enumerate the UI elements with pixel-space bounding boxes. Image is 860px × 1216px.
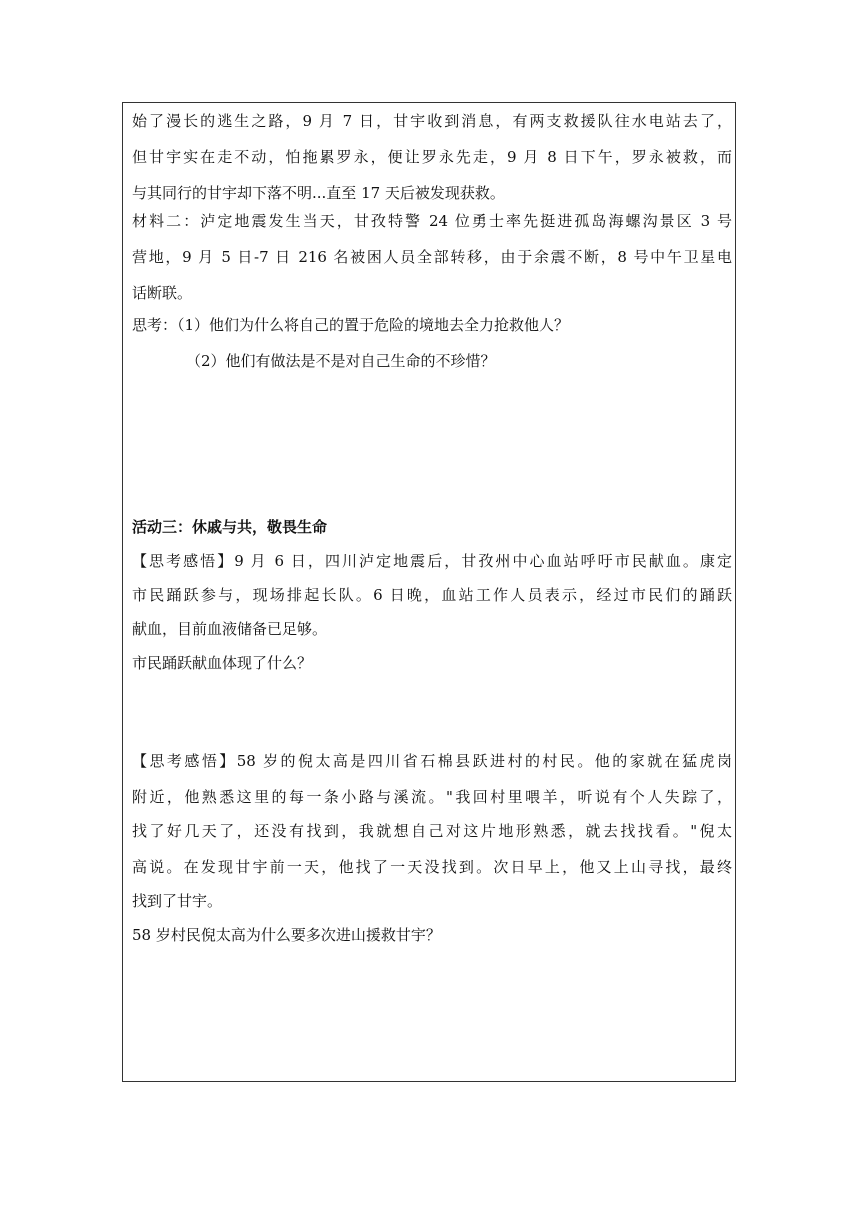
reflect2-line-5: 找到了甘宇。 xyxy=(132,892,223,910)
think-question-1: 思考：（1）他们为什么将自己的置于危险的境地去全力抢救他人？ xyxy=(132,316,570,334)
story-line-2: 但甘宇实在走不动，怕拖累罗永，便让罗永先走，9 月 8 日下午，罗永被救，而 xyxy=(132,148,732,166)
reflect2-line-3: 找了好几天了，还没有找到，我就想自己对这片地形熟悉，就去找找看。"倪太 xyxy=(132,822,732,840)
reflect1-line-3: 献血，目前血液储备已足够。 xyxy=(132,620,328,638)
reflect1-line-2: 市民踊跃参与，现场排起长队。6 日晚，血站工作人员表示，经过市民们的踊跃 xyxy=(132,586,732,604)
think-question-2: （2）他们有做法是不是对自己生命的不珍惜？ xyxy=(186,352,496,370)
reflect2-line-4: 高说。在发现甘宇前一天，他找了一天没找到。次日早上，他又上山寻找，最终 xyxy=(132,858,732,876)
activity3-title: 活动三：休戚与共，敬畏生命 xyxy=(132,518,328,536)
reflect2-question: 58 岁村民倪太高为什么要多次进山援救甘宇？ xyxy=(132,926,441,944)
reflect2-line-2: 附近，他熟悉这里的每一条小路与溪流。"我回村里喂羊，听说有个人失踪了， xyxy=(132,788,732,806)
reflect1-line-1: 【思考感悟】9 月 6 日，四川泸定地震后，甘孜州中心血站呼吁市民献血。康定 xyxy=(132,552,732,570)
material2-line-1: 材料二：泸定地震发生当天，甘孜特警 24 位勇士率先挺进孤岛海螺沟景区 3 号 xyxy=(132,212,732,230)
story-line-1: 始了漫长的逃生之路，9 月 7 日，甘宇收到消息，有两支救援队往水电站去了， xyxy=(132,112,732,130)
material2-line-3: 话断联。 xyxy=(132,284,193,302)
material2-line-2: 营地，9 月 5 日-7 日 216 名被困人员全部转移，由于余震不断，8 号中午卫星电 xyxy=(132,248,732,266)
reflect1-question: 市民踊跃献血体现了什么？ xyxy=(132,654,313,672)
story-line-3: 与其同行的甘宇却下落不明...直至 17 天后被发现获救。 xyxy=(132,184,505,202)
reflect2-line-1: 【思考感悟】58 岁的倪太高是四川省石棉县跃进村的村民。他的家就在猛虎岗 xyxy=(132,752,732,770)
